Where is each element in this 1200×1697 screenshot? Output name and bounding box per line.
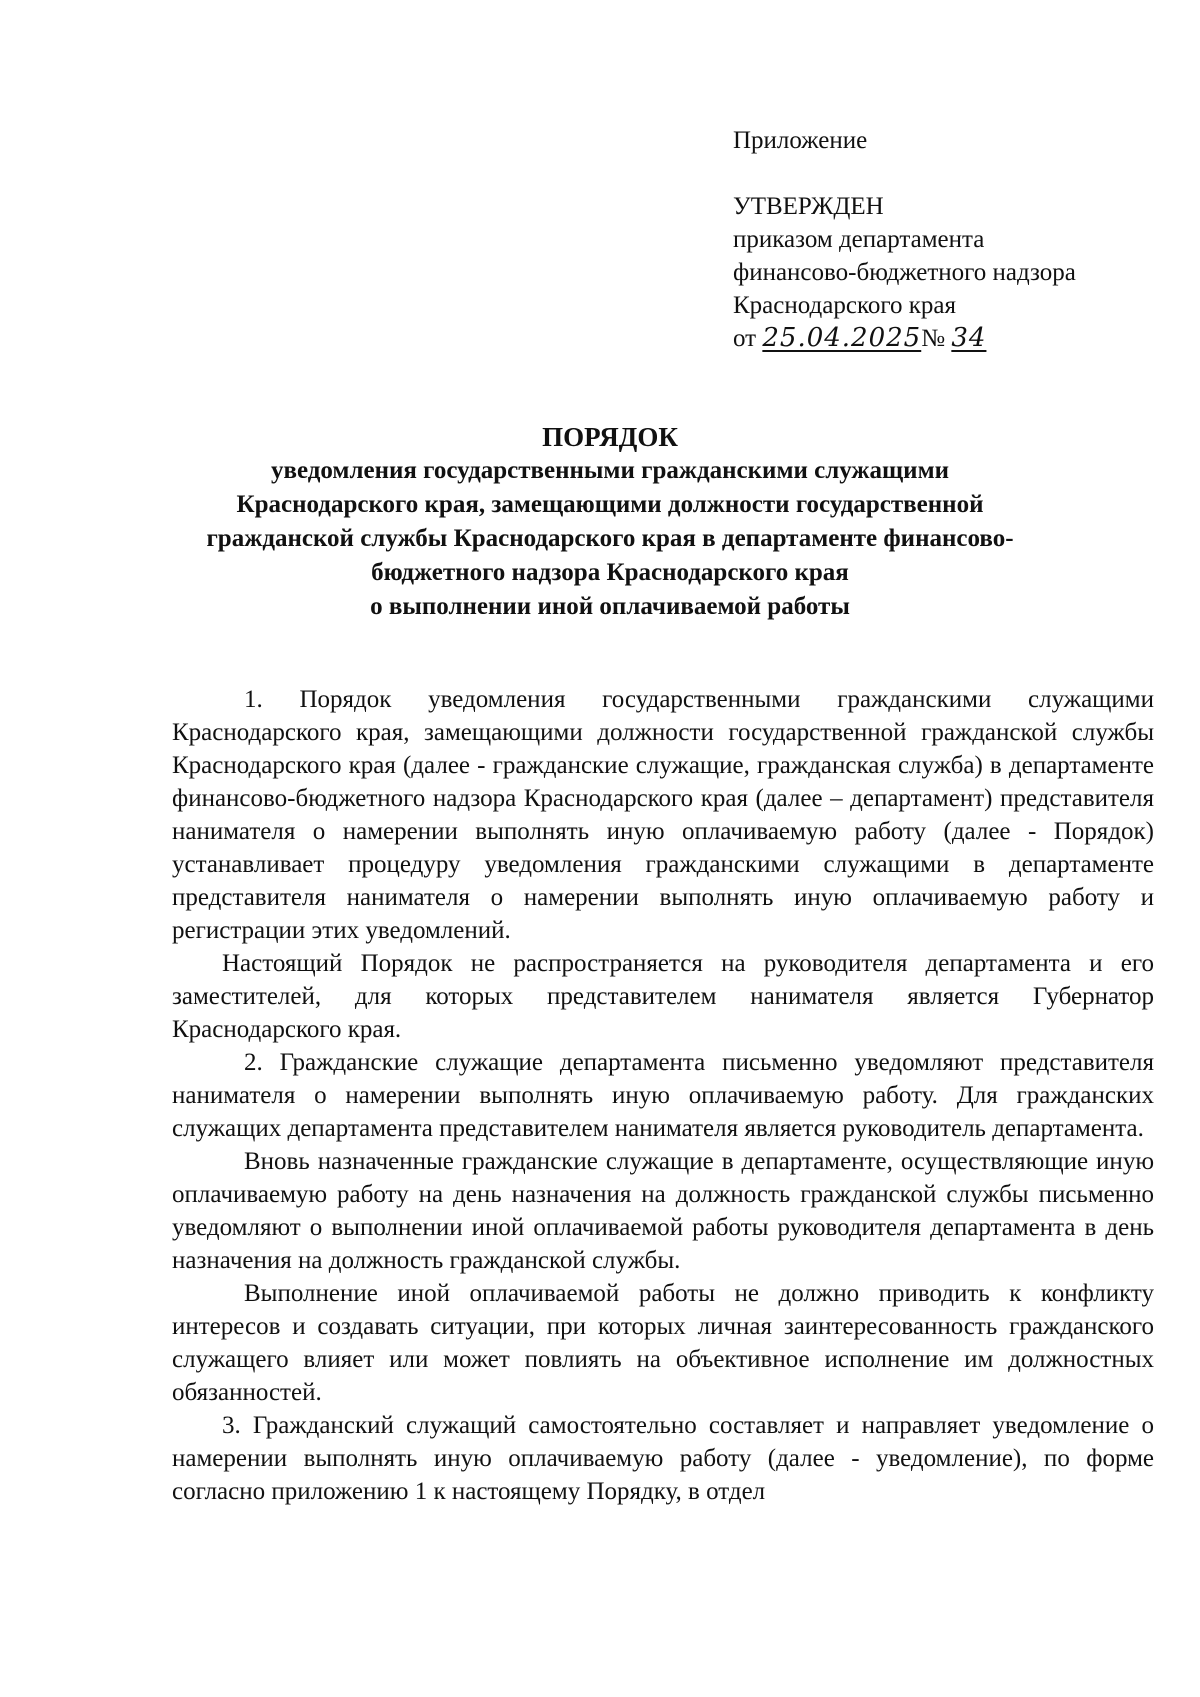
date-prefix: от (733, 325, 757, 352)
approved-heading: УТВЕРЖДЕН (733, 193, 884, 220)
number-prefix: № (921, 325, 946, 352)
approval-line-3: Краснодарского края (733, 292, 956, 319)
approval-line-2: финансово-бюджетного надзора (733, 259, 1076, 286)
paragraph-4: Вновь назначенные гражданские служащие в департаменте, осуществляющие иную оплачиваемую работу на день назначения на должность гражданской службы письменно уведомляют о выполнении иной оплачиваемой работы руководителя департамента в день назначения на должность гражданской службы. (172, 1148, 1154, 1274)
paragraph-3: 2. Гражданские служащие департамента письменно уведомляют представителя нанимателя о намерении выполнять иную оплачиваемую работу. Для гражданских служащих департамента представителем нанимателя является руководитель департамента. (172, 1049, 1154, 1142)
title-main: ПОРЯДОК (542, 422, 678, 452)
appendix-label: Приложение (733, 127, 868, 154)
order-date-number (733, 322, 1173, 355)
paragraph-5: Выполнение иной оплачиваемой работы не должно приводить к конфликту интересов и создавать ситуации, при которых личная заинтересованность гражданского служащего влияет или может повлиять на объективное исполнение им должностных обязанностей. (172, 1280, 1154, 1406)
title-line-4: бюджетного надзора Краснодарского края (371, 559, 849, 586)
paragraph-2: Настоящий Порядок не распространяется на руководителя департамента и его заместителей, для которых представителем нанимателя является Губернатор Краснодарского края. (172, 950, 1154, 1043)
title-line-5: о выполнении иной оплачиваемой работы (370, 593, 850, 620)
handwritten-number: 34 (951, 323, 987, 353)
handwritten-date: 25.04.2025 (762, 323, 922, 353)
paragraph-1: 1. Порядок уведомления государственными гражданскими служащими Краснодарского края, замещающими должности государственной гражданской службы Краснодарского края (далее - гражданские служащие, гражданская служба) в департаменте финансово-бюджетного надзора Краснодарского края (далее – департамент) представителя нанимателя о намерении выполнять иную оплачиваемую работу (далее - Порядок) устанавливает процедуру уведомления гражданскими служащими в департаменте представителя нанимателя о намерении выполнять иную оплачиваемую работу и регистрации этих уведомлений. (172, 686, 1154, 944)
title-line-3: гражданской службы Краснодарского края в департаменте финансово- (206, 525, 1014, 552)
paragraph-6: 3. Гражданский служащий самостоятельно составляет и направляет уведомление о намерении выполнять иную оплачиваемую работу (далее - уведомление), по форме согласно приложению 1 к настоящему Порядку, в отдел (172, 1412, 1154, 1505)
document-body (172, 683, 1154, 1508)
approval-line-1: приказом департамента (733, 226, 985, 253)
approval-stamp-block (733, 124, 1173, 355)
title-line-2: Краснодарского края, замещающими должности государственной (236, 491, 984, 518)
title-line-1: уведомления государственными гражданскими служащими (270, 457, 949, 484)
document-title (140, 420, 1080, 624)
